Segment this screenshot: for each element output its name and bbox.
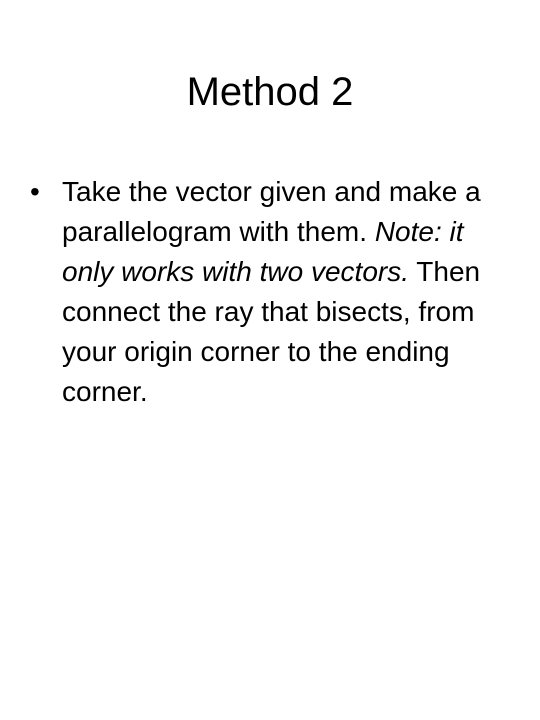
bullet-text-plain: Take the vector given and make a parallelogram with them.	[62, 176, 481, 247]
bullet-text-plain: Then connect the ray that bisects, from your origin corner to the ending corner.	[62, 256, 481, 407]
bullet-list	[30, 172, 510, 412]
bullet-marker-icon: •	[30, 176, 40, 207]
slide-title: Method 2	[186, 70, 354, 114]
bullet-text-note: Note: it only works with two vectors.	[62, 216, 464, 287]
bullet-item	[30, 172, 510, 412]
